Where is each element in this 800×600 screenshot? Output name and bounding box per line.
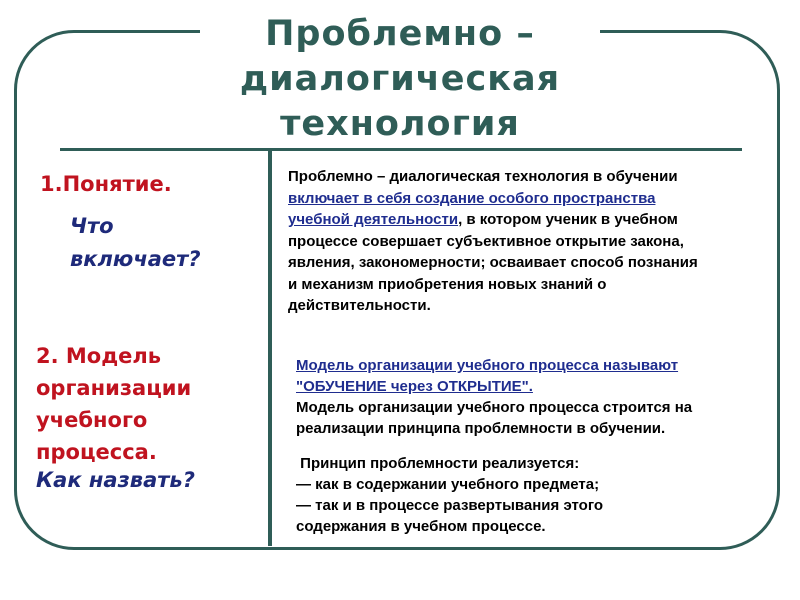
principle-line-1: Принцип проблемности реализуется:: [296, 455, 580, 472]
def-line-3-rest: , в котором ученик в учебном: [458, 211, 678, 228]
def-line-3: [288, 209, 778, 231]
question-1-heading: 1.Понятие.: [40, 172, 172, 196]
definition-paragraph: [288, 166, 778, 317]
def-line-7: действительности.: [288, 297, 431, 314]
def-line-1: Проблемно – диалогическая технология в обучении: [288, 168, 678, 185]
def-line-5: явления, закономерности; осваивает способ познания: [288, 254, 698, 271]
def-line-6: и механизм приобретения новых знаний о: [288, 275, 607, 293]
question-1-subtitle: [70, 210, 260, 276]
model-line-3: Модель организации учебного процесса строится на: [296, 399, 693, 416]
question-2-subtitle: Как назвать?: [36, 468, 195, 492]
question-2-heading: [36, 340, 256, 468]
principle-line-4: содержания в учебном процессе.: [296, 518, 546, 535]
model-link-line-1[interactable]: Модель организации учебного процесса называют: [296, 357, 679, 374]
question-1-sub-line-1: Что: [70, 214, 114, 238]
vertical-divider: [268, 150, 272, 546]
slide-title: [200, 12, 600, 147]
def-link-line-2[interactable]: включает в себя создание особого пространства: [288, 189, 656, 207]
question-2-line-1: 2. Модель: [36, 344, 162, 368]
question-2-line-3: учебного: [36, 408, 148, 432]
question-2-line-4: процесса.: [36, 440, 157, 464]
model-paragraph: [296, 355, 780, 537]
def-line-4: процессе совершает субъективное открытие закона,: [288, 232, 684, 250]
def-link-line-3[interactable]: учебной деятельности: [288, 211, 459, 228]
question-1-sub-line-2: включает?: [70, 247, 201, 271]
question-2-line-2: организации: [36, 376, 192, 400]
principle-line-3: — так и в процессе развертывания этого: [296, 497, 604, 514]
paragraph-gap: [296, 439, 780, 453]
model-line-4: реализации принципа проблемности в обучении.: [296, 420, 666, 437]
model-link-line-2[interactable]: "ОБУЧЕНИЕ через ОТКРЫТИЕ".: [296, 378, 533, 395]
title-line-2: диалогическая: [239, 59, 561, 99]
title-line-1: Проблемно –: [265, 14, 535, 54]
principle-line-2: — как в содержании учебного предмета;: [296, 476, 600, 493]
title-line-3: технология: [280, 104, 520, 144]
horizontal-divider: [60, 148, 742, 151]
